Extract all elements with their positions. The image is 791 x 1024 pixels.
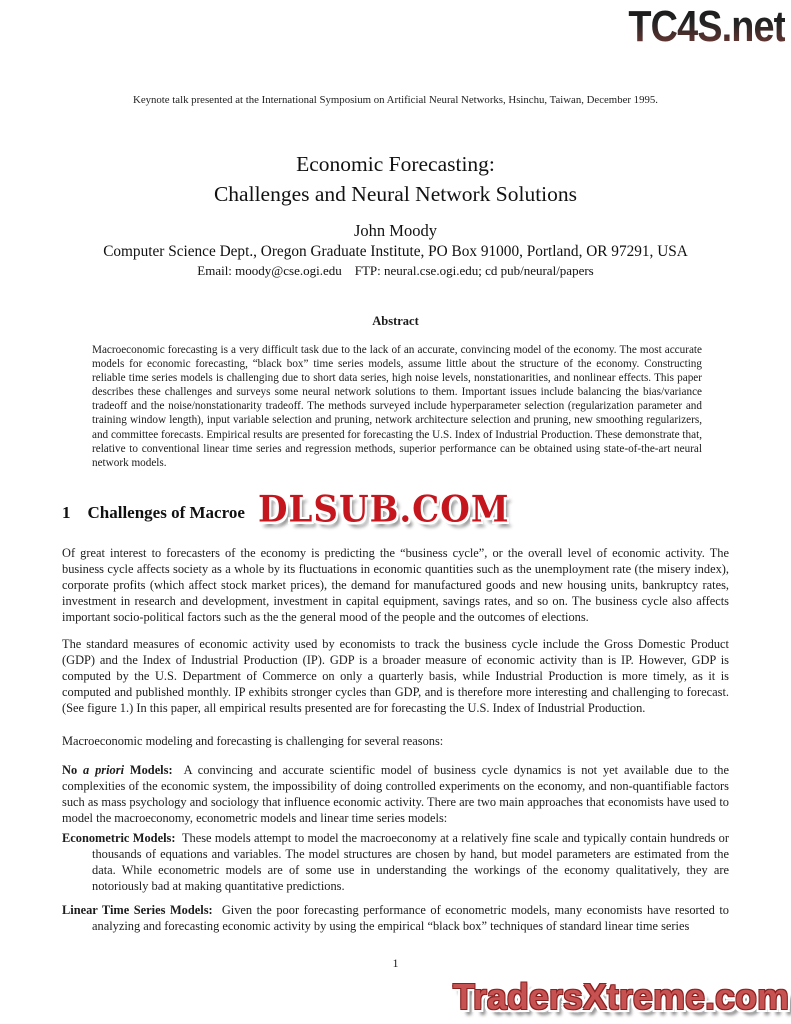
watermark-tradersxtreme: TradersXtreme.com xyxy=(452,976,789,1017)
paragraph-no-apriori-models xyxy=(62,762,729,826)
no-apriori-text: A convincing and accurate scientific model of business cycle dynamics is not yet available due to the complexities of the economic system, the impossibility of doing controlled experiments on the economy, and non-quantifiable factors such as mass psychology and sociology that influence economic activity. There are two main approaches that economists have used to model the macroeconomy, econometric models and linear time series models: xyxy=(62,763,729,825)
keynote-note: Keynote talk presented at the International Symposium on Artificial Neural Networks, Hsinchu, Taiwan, December 1995. xyxy=(133,94,658,106)
paper-title xyxy=(0,149,791,209)
watermark-dlsub: DLSUB.COM xyxy=(248,485,519,538)
paper-title-line1: Economic Forecasting: xyxy=(296,152,495,176)
watermark-tc4s: TC4S.net xyxy=(628,2,785,51)
paragraph-gdp-ip: The standard measures of economic activity used by economists to track the business cycle include the Gross Domestic Product (GDP) and the Index of Industrial Production (IP). GDP is a broader measure of economic activity than is IP. However, GDP is computed by the U.S. Department of Commerce on only a quarterly basis, while Industrial Production is more timely, as it is computed and published monthly. IP exhibits stronger cycles than GDP, and is therefore more interesting and challenging to forecast. (See figure 1.) In this paper, all empirical results presented are for forecasting the U.S. Index of Industrial Production. xyxy=(62,637,729,715)
econometric-models-label: Econometric Models: xyxy=(62,831,176,845)
paragraph-econometric-models xyxy=(62,830,729,894)
econometric-models-text: These models attempt to model the macroeconomy at a relatively fine scale and typically contain hundreds or thousands of equations and variables. The model structures are chosen by hand, but model parameters are estimated from the data. While econometric models are of some use in understanding the workings of the economy qualitatively, they are notoriously bad at making quantitative predictions. xyxy=(92,831,729,893)
paragraph-linear-time-series-models xyxy=(62,902,729,934)
abstract-text: Macroeconomic forecasting is a very difficult task due to the lack of an accurate, convincing model of the economy. The most accurate models for economic forecasting, “black box” time series models, assume little about the structure of the economy. Constructing reliable time series models is challenging due to short data series, high noise levels, nonstationarities, and nonlinear effects. This paper describes these challenges and surveys some neural network solutions to them. Important issues include balancing the bias/variance tradeoff and the noise/nonstationarity tradeoff. The methods surveyed include hyperparameter selection (regularization parameter and training window length), input variable selection and pruning, network architecture selection and pruning, new smoothing regularizers, and committee forecasts. Empirical results are presented for forecasting the U.S. Index of Industrial Production. These demonstrate that, relative to conventional linear time series and regression methods, superior performance can be obtained using state-of-the-art neural network models. xyxy=(92,344,702,469)
author-name: John Moody xyxy=(354,221,437,240)
page-number: 1 xyxy=(392,956,399,970)
author-affiliation: Computer Science Dept., Oregon Graduate Institute, PO Box 91000, Portland, OR 97291, USA xyxy=(103,243,688,260)
linear-ts-models-label: Linear Time Series Models: xyxy=(62,903,213,917)
abstract-heading: Abstract xyxy=(372,314,419,328)
section-1-heading xyxy=(62,503,245,523)
paragraph-business-cycle: Of great interest to forecasters of the economy is predicting the “business cycle”, or the overall level of economic activity. The business cycle affects society as a whole by its fluctuations in economic quantities such as the unemployment rate (the misery index), corporate profits (which affect stock market prices), the demand for manufactured goods and new housing units, bankruptcy rates, investment in research and development, investment in capital equipment, savings rates, and so on. The business cycle also affects important socio-political factors such as the the general mood of the people and the outcomes of elections. xyxy=(62,546,729,624)
section-number: 1 xyxy=(62,503,71,522)
no-apriori-label: No a priori Models: xyxy=(62,763,173,777)
paper-title-line2: Challenges and Neural Network Solutions xyxy=(213,182,578,206)
paragraph-reasons: Macroeconomic modeling and forecasting is challenging for several reasons: xyxy=(62,734,444,748)
author-contact: Email: moody@cse.ogi.edu FTP: neural.cse.ogi.edu; cd pub/neural/papers xyxy=(197,263,594,278)
section-title: Challenges of Macroe xyxy=(87,503,245,522)
linear-ts-models-text: Given the poor forecasting performance of econometric models, many economists have resorted to analyzing and forecasting economic activity by using the empirical “black box” techniques of standard linear time series xyxy=(92,903,729,933)
